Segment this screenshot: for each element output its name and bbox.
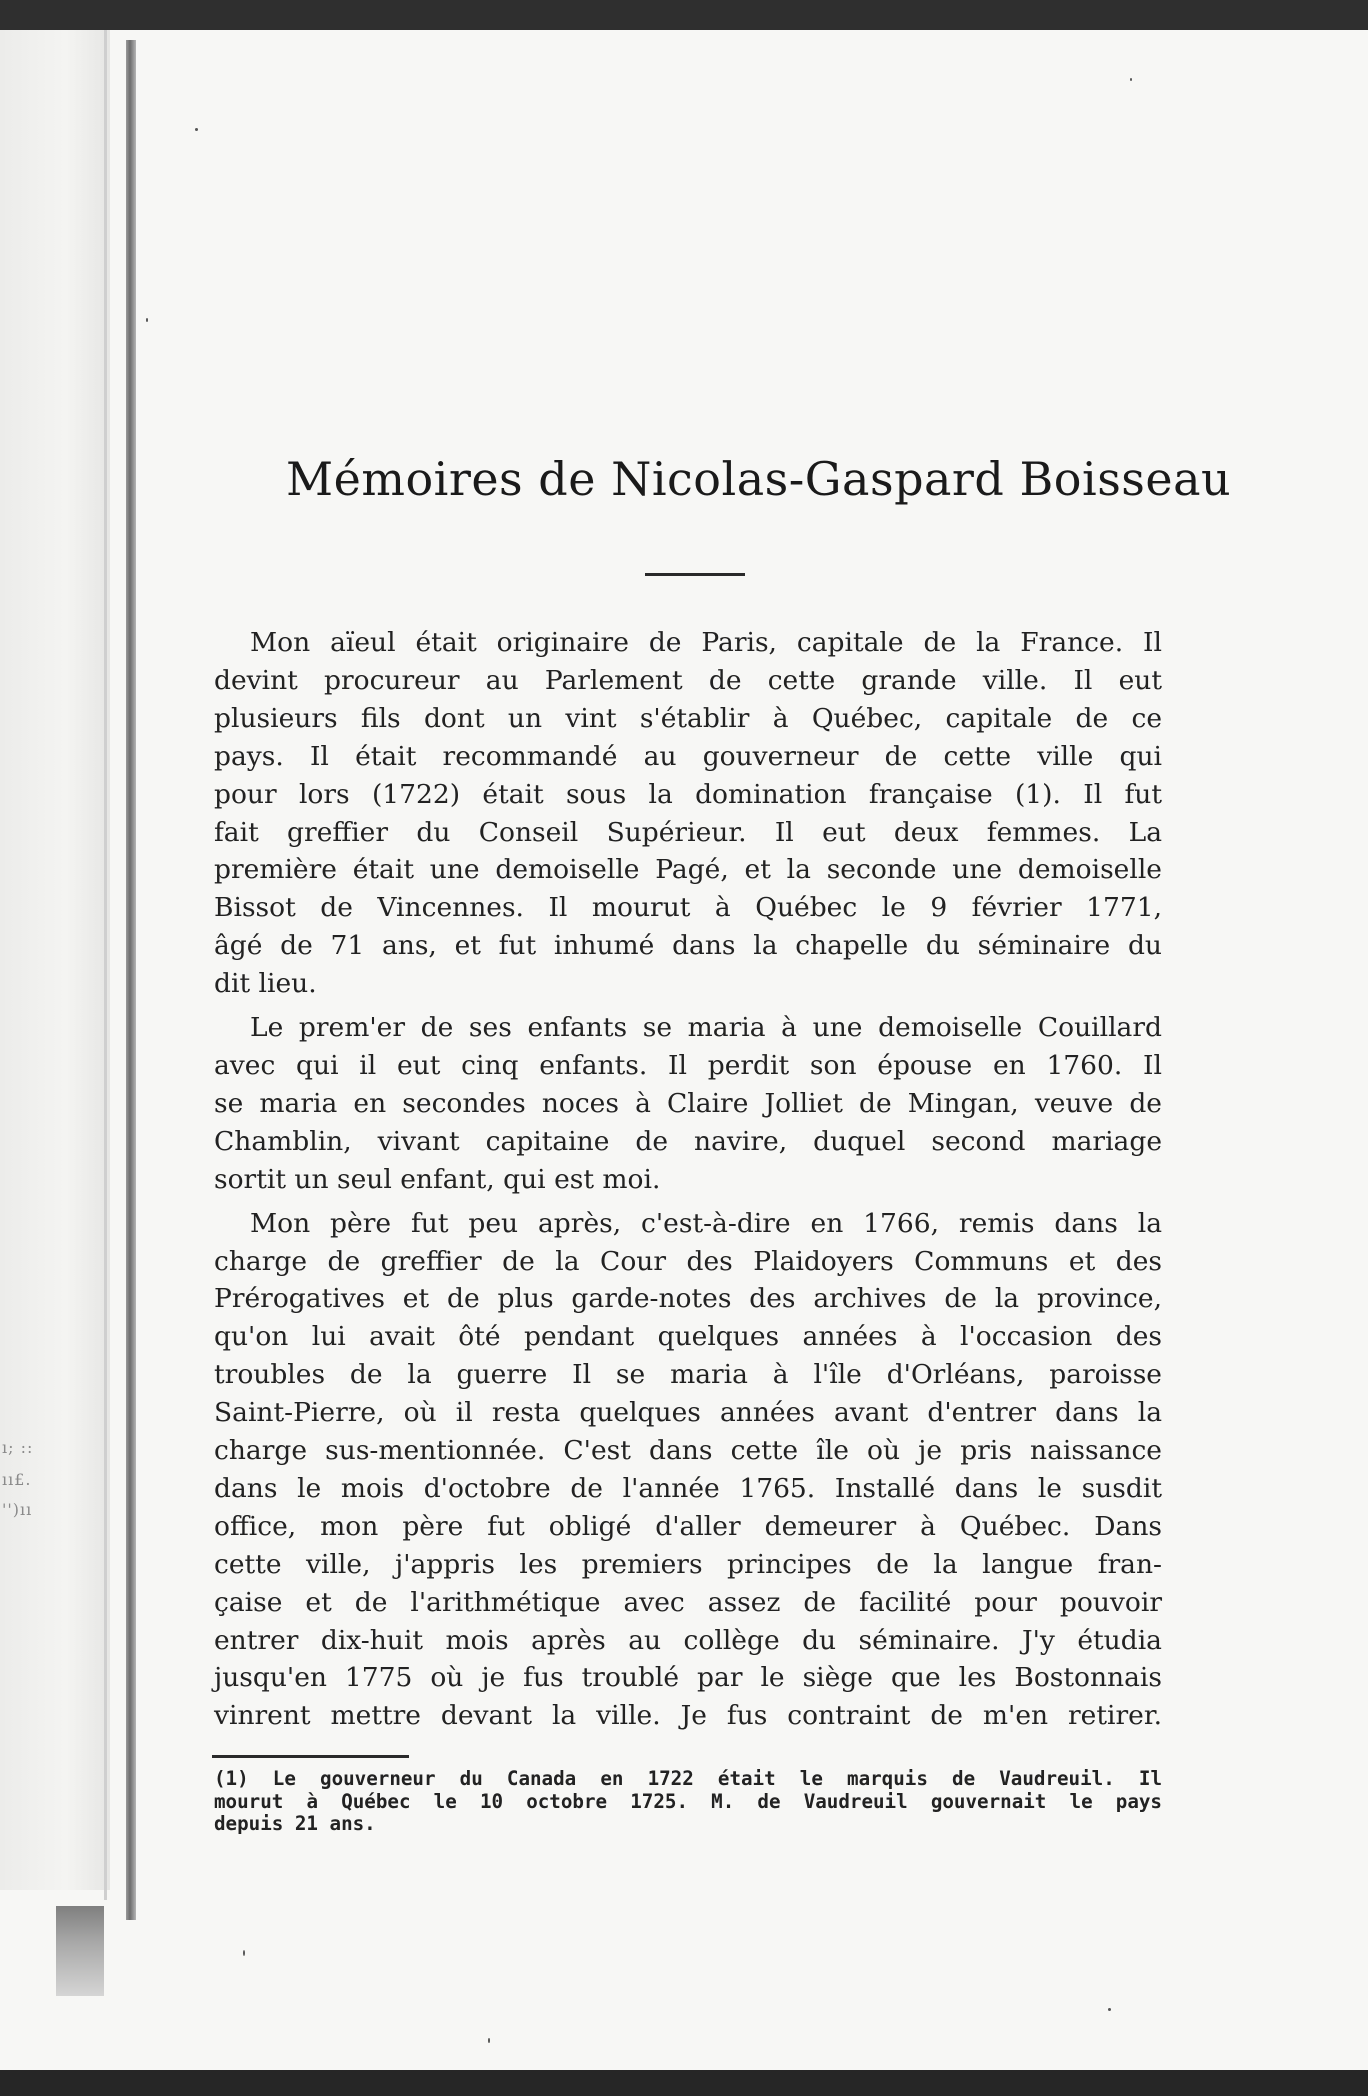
text-line: office, mon père fut obligé d'aller demeurer à Québec. Dans bbox=[214, 1510, 1162, 1542]
text-line: devint procureur au Parlement de cette grande ville. Il eut bbox=[214, 664, 1162, 696]
text-line: dit lieu. bbox=[214, 968, 317, 1000]
footnote-divider bbox=[212, 1755, 409, 1758]
text-line: Mon père fut peu après, c'est-à-dire en 1766, remis dans la bbox=[250, 1207, 1162, 1239]
text-line: dans le mois d'octobre de l'année 1765. Installé dans le susdit bbox=[214, 1472, 1162, 1504]
paper-speck bbox=[195, 128, 198, 131]
page-title: Mémoires de Nicolas-Gaspard Boisseau bbox=[286, 452, 1232, 506]
text-line: avec qui il eut cinq enfants. Il perdit son épouse en 1760. Il bbox=[214, 1049, 1162, 1081]
title-divider bbox=[645, 573, 745, 576]
text-line: fait greffier du Conseil Supérieur. Il eut deux femmes. La bbox=[214, 816, 1162, 848]
text-line: cette ville, j'appris les premiers principes de la langue fran- bbox=[214, 1548, 1162, 1580]
text-line: charge sus-mentionnée. C'est dans cette île où je pris naissance bbox=[214, 1435, 1162, 1467]
text-line: Le prem'er de ses enfants se maria à une demoiselle Couillard bbox=[250, 1012, 1162, 1044]
footnote-line: depuis 21 ans. bbox=[214, 1812, 376, 1835]
text-line: Saint-Pierre, où il resta quelques années avant d'entrer dans la bbox=[214, 1397, 1162, 1429]
text-line: première était une demoiselle Pagé, et la seconde une demoiselle bbox=[214, 854, 1162, 886]
margin-bleed-text: '')ıı bbox=[2, 1500, 33, 1519]
gutter-line bbox=[104, 30, 107, 1900]
scan-bottom-edge bbox=[0, 2070, 1368, 2096]
paragraph-1 bbox=[214, 624, 1162, 1003]
text-line: entrer dix-huit mois après au collège du séminaire. J'y étudia bbox=[214, 1624, 1162, 1656]
text-line: Bissot de Vincennes. Il mourut à Québec le 9 février 1771, bbox=[214, 892, 1162, 924]
text-line: charge de greffier de la Cour des Plaidoyers Communs et des bbox=[214, 1245, 1162, 1277]
text-line: âgé de 71 ans, et fut inhumé dans la chapelle du séminaire du bbox=[214, 930, 1162, 962]
text-line: Prérogatives et de plus garde-notes des archives de la province, bbox=[214, 1283, 1162, 1315]
paper-speck bbox=[488, 2038, 490, 2043]
paragraph-2 bbox=[214, 1009, 1162, 1199]
text-line: pour lors (1722) était sous la domination française (1). Il fut bbox=[214, 778, 1162, 810]
text-line: sortit un seul enfant, qui est moi. bbox=[214, 1163, 661, 1195]
margin-bleed-text: ı; :: bbox=[2, 1438, 34, 1457]
paper-speck bbox=[243, 1950, 245, 1956]
margin-bleed-text: ıı£. bbox=[2, 1470, 32, 1489]
paper-speck bbox=[146, 318, 148, 322]
text-line: Chamblin, vivant capitaine de navire, duquel second mariage bbox=[214, 1125, 1162, 1157]
footnote bbox=[214, 1768, 1162, 1836]
body-text bbox=[214, 624, 1162, 1741]
text-line: pays. Il était recommandé au gouverneur de cette ville qui bbox=[214, 740, 1162, 772]
footnote-line: (1) Le gouverneur du Canada en 1722 était le marquis de Vaudreuil. Il bbox=[214, 1767, 1162, 1790]
text-line: plusieurs fils dont un vint s'établir à Québec, capitale de ce bbox=[214, 702, 1162, 734]
text-line: qu'on lui avait ôté pendant quelques années à l'occasion des bbox=[214, 1321, 1162, 1353]
page-corner-shadow bbox=[56, 1906, 104, 1996]
facing-page-edge bbox=[0, 30, 110, 1890]
paragraph-3 bbox=[214, 1205, 1162, 1736]
text-line: çaise et de l'arithmétique avec assez de facilité pour pouvoir bbox=[214, 1586, 1162, 1618]
text-line: vinrent mettre devant la ville. Je fus contraint de m'en retirer. bbox=[214, 1700, 1162, 1732]
paper-speck bbox=[1130, 78, 1132, 81]
text-line: se maria en secondes noces à Claire Jolliet de Mingan, veuve de bbox=[214, 1087, 1162, 1119]
text-line: Mon aïeul était originaire de Paris, capitale de la France. Il bbox=[250, 627, 1162, 658]
text-line: jusqu'en 1775 où je fus troublé par le siège que les Bostonnais bbox=[214, 1662, 1162, 1694]
binding-shadow bbox=[126, 40, 136, 1920]
scan-top-edge bbox=[0, 0, 1368, 30]
text-line: troubles de la guerre Il se maria à l'île d'Orléans, paroisse bbox=[214, 1359, 1162, 1391]
footnote-line: mourut à Québec le 10 octobre 1725. M. de Vaudreuil gouvernait le pays bbox=[214, 1789, 1162, 1813]
paper-speck bbox=[1108, 2008, 1111, 2011]
